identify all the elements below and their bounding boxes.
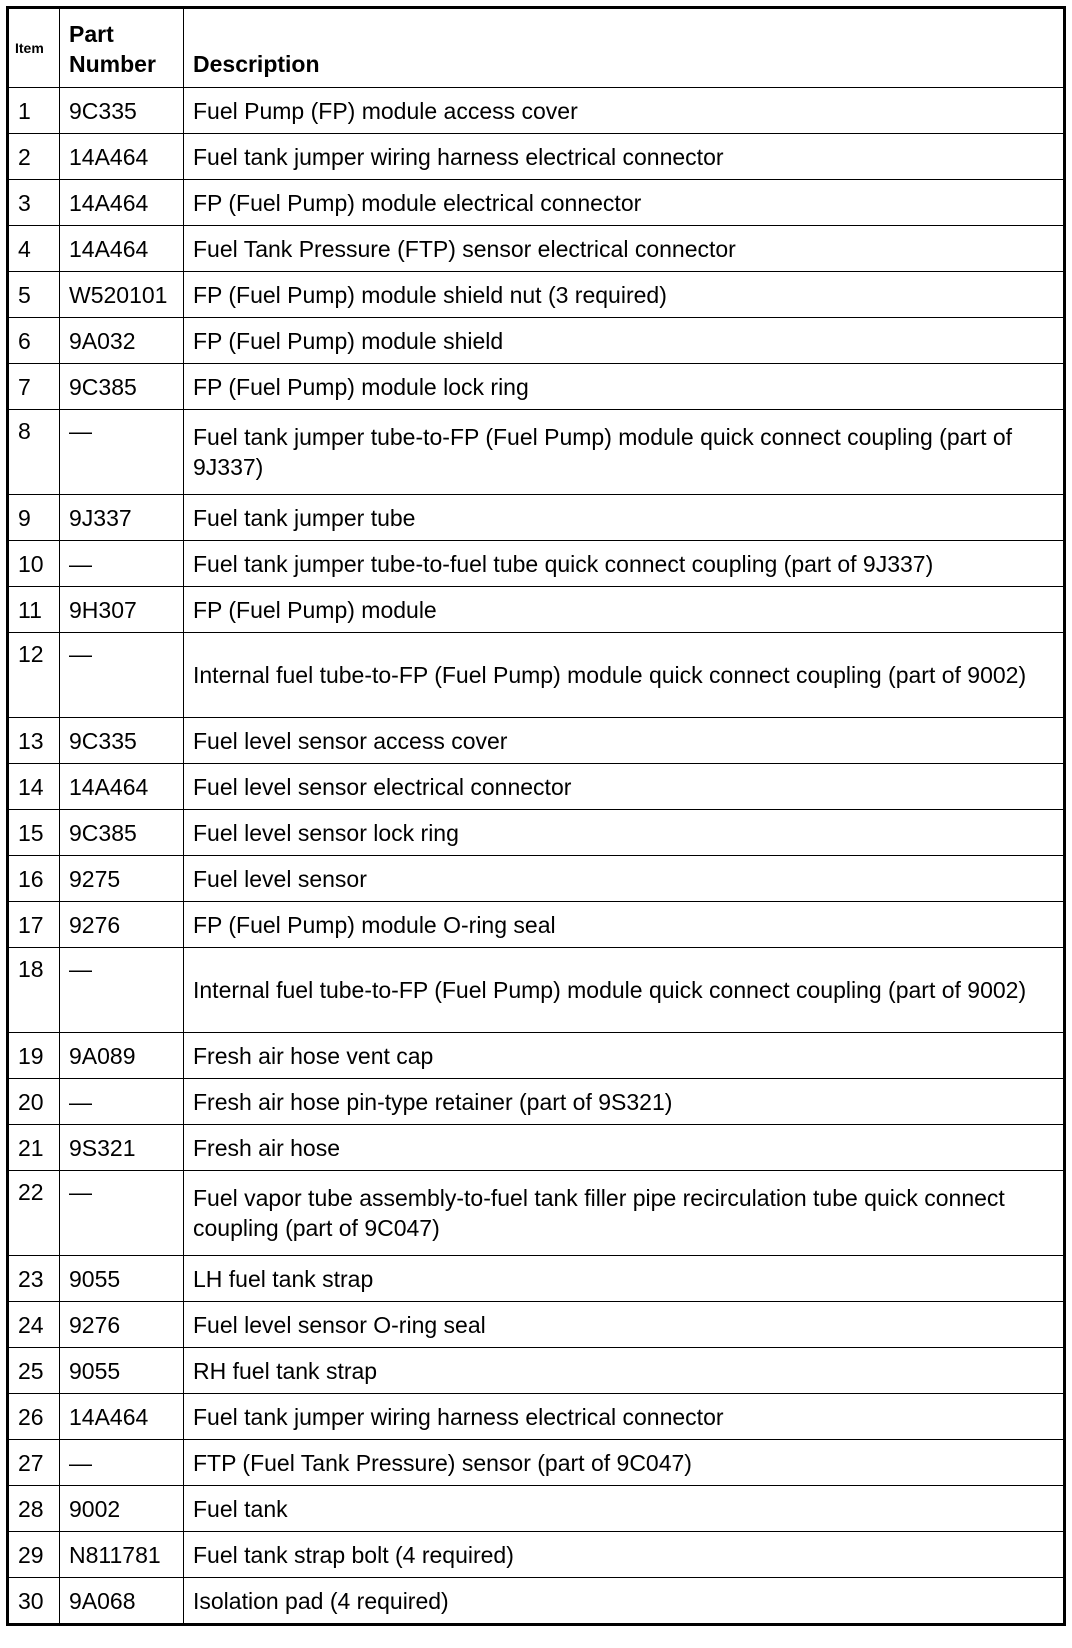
- item-number-cell: 21: [8, 1125, 60, 1171]
- description-cell: Fuel vapor tube assembly-to-fuel tank filler pipe recirculation tube quick connect coupling (part of 9C047): [184, 1171, 1065, 1256]
- item-number-cell: 22: [8, 1171, 60, 1256]
- table-row: [8, 764, 1065, 810]
- description-cell: Fuel level sensor: [184, 856, 1065, 902]
- item-number-cell: 2: [8, 134, 60, 180]
- item-number-cell: 29: [8, 1532, 60, 1578]
- description-cell: RH fuel tank strap: [184, 1348, 1065, 1394]
- description-cell: Fresh air hose vent cap: [184, 1033, 1065, 1079]
- part-number-cell: 9002: [60, 1486, 184, 1532]
- item-number-cell: 7: [8, 364, 60, 410]
- header-part-number: Part Number: [60, 8, 184, 88]
- table-row: [8, 1171, 1065, 1256]
- description-cell: Fuel level sensor lock ring: [184, 810, 1065, 856]
- description-cell: Internal fuel tube-to-FP (Fuel Pump) module quick connect coupling (part of 9002): [184, 633, 1065, 718]
- table-row: [8, 226, 1065, 272]
- part-number-cell: —: [60, 948, 184, 1033]
- description-cell: Fuel Tank Pressure (FTP) sensor electrical connector: [184, 226, 1065, 272]
- part-number-cell: —: [60, 1079, 184, 1125]
- part-number-cell: 14A464: [60, 764, 184, 810]
- table-row: [8, 364, 1065, 410]
- description-cell: Fuel tank strap bolt (4 required): [184, 1532, 1065, 1578]
- part-number-cell: 14A464: [60, 226, 184, 272]
- part-number-cell: 14A464: [60, 134, 184, 180]
- item-number-cell: 1: [8, 88, 60, 134]
- part-number-cell: 9C385: [60, 364, 184, 410]
- item-number-cell: 17: [8, 902, 60, 948]
- table-row: [8, 1033, 1065, 1079]
- table-row: [8, 718, 1065, 764]
- table-row: [8, 1125, 1065, 1171]
- part-number-cell: 9275: [60, 856, 184, 902]
- part-number-cell: 9A068: [60, 1578, 184, 1625]
- parts-table: [6, 6, 1066, 1626]
- part-number-cell: N811781: [60, 1532, 184, 1578]
- table-row: [8, 1394, 1065, 1440]
- description-cell: Fresh air hose: [184, 1125, 1065, 1171]
- table-row: [8, 180, 1065, 226]
- table-row: [8, 1532, 1065, 1578]
- item-number-cell: 30: [8, 1578, 60, 1625]
- item-number-cell: 10: [8, 541, 60, 587]
- item-number-cell: 20: [8, 1079, 60, 1125]
- item-number-cell: 5: [8, 272, 60, 318]
- description-cell: LH fuel tank strap: [184, 1256, 1065, 1302]
- description-cell: FP (Fuel Pump) module shield nut (3 required): [184, 272, 1065, 318]
- header-item: Item: [8, 8, 60, 88]
- description-cell: Fuel tank jumper tube: [184, 495, 1065, 541]
- header-description: Description: [184, 8, 1065, 88]
- table-row: [8, 495, 1065, 541]
- description-cell: Fuel tank jumper tube-to-FP (Fuel Pump) module quick connect coupling (part of 9J337): [184, 410, 1065, 495]
- table-row: [8, 541, 1065, 587]
- table-row: [8, 134, 1065, 180]
- item-number-cell: 11: [8, 587, 60, 633]
- description-cell: FP (Fuel Pump) module O-ring seal: [184, 902, 1065, 948]
- table-row: [8, 1079, 1065, 1125]
- description-cell: Fuel level sensor electrical connector: [184, 764, 1065, 810]
- part-number-cell: 9276: [60, 1302, 184, 1348]
- table-row: [8, 587, 1065, 633]
- description-cell: Fuel level sensor O-ring seal: [184, 1302, 1065, 1348]
- part-number-cell: 14A464: [60, 180, 184, 226]
- table-row: [8, 88, 1065, 134]
- item-number-cell: 26: [8, 1394, 60, 1440]
- item-number-cell: 9: [8, 495, 60, 541]
- item-number-cell: 6: [8, 318, 60, 364]
- item-number-cell: 27: [8, 1440, 60, 1486]
- description-cell: FTP (Fuel Tank Pressure) sensor (part of 9C047): [184, 1440, 1065, 1486]
- table-row: [8, 856, 1065, 902]
- description-cell: Fuel level sensor access cover: [184, 718, 1065, 764]
- table-row: [8, 1302, 1065, 1348]
- table-row: [8, 272, 1065, 318]
- part-number-cell: 14A464: [60, 1394, 184, 1440]
- description-cell: Fresh air hose pin-type retainer (part of 9S321): [184, 1079, 1065, 1125]
- part-number-cell: 9H307: [60, 587, 184, 633]
- description-cell: Internal fuel tube-to-FP (Fuel Pump) module quick connect coupling (part of 9002): [184, 948, 1065, 1033]
- item-number-cell: 28: [8, 1486, 60, 1532]
- part-number-cell: —: [60, 410, 184, 495]
- description-cell: Isolation pad (4 required): [184, 1578, 1065, 1625]
- table-row: [8, 810, 1065, 856]
- table-row: [8, 1486, 1065, 1532]
- table-row: [8, 633, 1065, 718]
- item-number-cell: 14: [8, 764, 60, 810]
- description-cell: Fuel Pump (FP) module access cover: [184, 88, 1065, 134]
- item-number-cell: 16: [8, 856, 60, 902]
- part-number-cell: 9J337: [60, 495, 184, 541]
- part-number-cell: 9C385: [60, 810, 184, 856]
- table-row: [8, 1348, 1065, 1394]
- item-number-cell: 15: [8, 810, 60, 856]
- description-cell: FP (Fuel Pump) module: [184, 587, 1065, 633]
- part-number-cell: —: [60, 633, 184, 718]
- part-number-cell: 9C335: [60, 88, 184, 134]
- description-cell: FP (Fuel Pump) module electrical connector: [184, 180, 1065, 226]
- part-number-cell: 9A032: [60, 318, 184, 364]
- item-number-cell: 13: [8, 718, 60, 764]
- part-number-cell: —: [60, 1440, 184, 1486]
- description-cell: Fuel tank jumper wiring harness electrical connector: [184, 1394, 1065, 1440]
- item-number-cell: 23: [8, 1256, 60, 1302]
- table-body: [8, 88, 1065, 1625]
- part-number-cell: 9S321: [60, 1125, 184, 1171]
- description-cell: Fuel tank jumper wiring harness electrical connector: [184, 134, 1065, 180]
- description-cell: Fuel tank: [184, 1486, 1065, 1532]
- part-number-cell: 9276: [60, 902, 184, 948]
- table-row: [8, 1440, 1065, 1486]
- part-number-cell: 9A089: [60, 1033, 184, 1079]
- item-number-cell: 18: [8, 948, 60, 1033]
- part-number-cell: W520101: [60, 272, 184, 318]
- item-number-cell: 3: [8, 180, 60, 226]
- part-number-cell: —: [60, 1171, 184, 1256]
- part-number-cell: —: [60, 541, 184, 587]
- item-number-cell: 24: [8, 1302, 60, 1348]
- description-cell: Fuel tank jumper tube-to-fuel tube quick connect coupling (part of 9J337): [184, 541, 1065, 587]
- item-number-cell: 25: [8, 1348, 60, 1394]
- part-number-cell: 9055: [60, 1348, 184, 1394]
- item-number-cell: 19: [8, 1033, 60, 1079]
- description-cell: FP (Fuel Pump) module lock ring: [184, 364, 1065, 410]
- table-row: [8, 902, 1065, 948]
- table-row: [8, 410, 1065, 495]
- table-row: [8, 318, 1065, 364]
- description-cell: FP (Fuel Pump) module shield: [184, 318, 1065, 364]
- item-number-cell: 8: [8, 410, 60, 495]
- item-number-cell: 12: [8, 633, 60, 718]
- table-row: [8, 1256, 1065, 1302]
- table-header-row: [8, 8, 1065, 88]
- part-number-cell: 9055: [60, 1256, 184, 1302]
- table-row: [8, 1578, 1065, 1625]
- part-number-cell: 9C335: [60, 718, 184, 764]
- item-number-cell: 4: [8, 226, 60, 272]
- table-row: [8, 948, 1065, 1033]
